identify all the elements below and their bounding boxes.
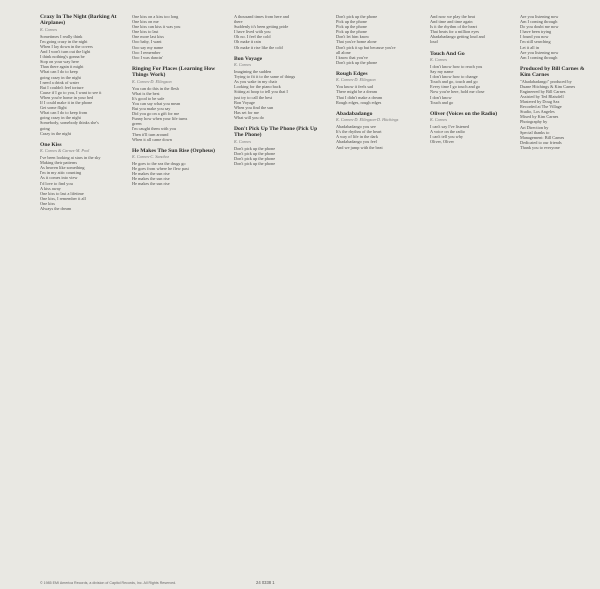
lyric-line: What can I do to keep from xyxy=(40,110,88,116)
lyric-line: When it all came down xyxy=(132,136,172,142)
lyric-line: One kiss on a kiss too long xyxy=(132,14,179,19)
lyric-line: One kiss on me xyxy=(132,19,159,25)
lyric-line: Get some flight xyxy=(40,105,67,111)
lyric-line: Touch and go xyxy=(430,99,454,105)
lyric-line: Ooo I remember xyxy=(132,49,161,55)
lyric-line: Don't pick up the phone xyxy=(234,150,276,156)
lyric-line: One kiss, I remember it all xyxy=(40,195,86,201)
lyric-line: You can do this in the flesh xyxy=(132,85,179,91)
lyric-line: It's the rhythm of the heart xyxy=(336,129,382,135)
column-2 xyxy=(132,14,224,193)
song-block xyxy=(132,148,224,187)
lyric-line: What is the best xyxy=(132,90,160,96)
song-title: Don't Pick Up The Phone (Pick Up The Phone) xyxy=(234,126,318,139)
lyric-line: Duane Hitchings & Kim Carnes xyxy=(520,83,576,89)
song-block xyxy=(234,126,326,166)
lyric-line: I'm in my attic counting xyxy=(40,170,82,176)
lyric-line: If I could make it in the phone xyxy=(40,100,93,106)
lyric-line: there xyxy=(234,19,243,25)
lyric-line: Looking for the piano back xyxy=(234,84,281,90)
lyric-line: I found you now xyxy=(520,34,549,40)
lyric-line: You know it feels sad xyxy=(336,84,374,90)
song-title: One Kiss xyxy=(40,141,62,148)
song-block xyxy=(520,66,592,150)
lyric-line: And now we play the beat xyxy=(430,14,475,19)
song-credit: K. Carnes-C. Sanchez xyxy=(132,154,169,160)
lyric-line: Every time I go touch and go xyxy=(430,84,481,90)
song-credit: K. Carnes xyxy=(430,56,447,62)
lyric-line: When you find the sun xyxy=(234,104,274,110)
copyright-footer: © 1985 EMI America Records, a division of Capitol Records, Inc. All Rights Reserved. xyxy=(40,581,177,585)
lyric-line: Bon Voyage xyxy=(234,99,255,105)
song-block xyxy=(234,56,326,120)
song-block xyxy=(430,51,522,105)
lyric-line: One kiss to last a lifetime xyxy=(40,190,84,196)
lyric-line: As heaven like something xyxy=(40,165,85,171)
song-block xyxy=(336,71,428,105)
lyric-line: Suddenly it's been getting pride xyxy=(234,24,289,30)
lyric-line: "Abadabadango" produced by xyxy=(520,78,572,84)
lyric-line: Abadabadango you feel xyxy=(336,139,377,145)
lyric-line: Pick up the phone xyxy=(336,24,367,30)
lyric-line: I'd love to find you xyxy=(40,180,73,186)
lyric-line: Say my name xyxy=(430,69,454,75)
lyric-line: Pick up the phone xyxy=(336,29,367,35)
lyric-line: Don't pick up the phone xyxy=(234,161,276,167)
song-block xyxy=(430,14,522,45)
song-title: Crazy In The Night (Barking At Airplanes) xyxy=(40,14,117,27)
lyric-line: I'm going crazy in the night xyxy=(40,38,88,44)
lyric-line: Crazy in the night xyxy=(40,130,71,136)
song-title: Bon Voyage xyxy=(234,55,263,62)
lyric-line: A thousand times from here and xyxy=(234,14,290,19)
song-credit: K. Carnes xyxy=(430,117,447,123)
lyric-line: I have been trying xyxy=(520,29,552,35)
lyric-line: Let it all in xyxy=(520,44,539,50)
lyric-line: One kiss xyxy=(40,200,55,206)
column-3 xyxy=(234,14,326,172)
lyric-line: Recorded at The Village xyxy=(520,104,562,110)
column-6 xyxy=(520,14,592,156)
song-block xyxy=(40,142,132,211)
lyric-line: Ooo say my name xyxy=(132,44,164,50)
lyric-line: One kiss can kiss it was you xyxy=(132,24,181,30)
lyric-line: Then it'll turn around xyxy=(132,131,169,137)
lyric-line: Do you doubt me now xyxy=(520,24,559,30)
lyric-line: I can't tell you why xyxy=(430,134,463,140)
lyric-line: Don't pick up the phone xyxy=(234,156,276,161)
song-block xyxy=(336,111,428,150)
lyric-line: Touch and go, touch and go xyxy=(430,79,478,85)
lyric-line: You can say what you mean xyxy=(132,100,181,106)
lyric-line: Ooo baby, I want xyxy=(132,39,162,45)
lyric-line: Sometimes I really think xyxy=(40,33,83,39)
lyric-line: Don't pick up the phone xyxy=(234,145,276,151)
song-title: Ringing For Places (Learning How Things Work) xyxy=(132,65,216,79)
lyric-line: Management: Bill Carnes xyxy=(520,134,565,140)
lyric-line: Are you listening now xyxy=(520,49,559,55)
lyric-line: And I won't turn out the light xyxy=(40,49,91,55)
lyric-line: As it comes into view xyxy=(40,175,78,181)
song-block xyxy=(132,66,224,142)
lyric-line: And time and time again xyxy=(430,19,473,25)
lyric-line: I can't say I've listened xyxy=(430,124,470,130)
lyric-line: Special thanks to xyxy=(520,129,550,135)
lyric-line: Ooo I was dancin' xyxy=(132,54,163,60)
lyric-line: I need a drink of water xyxy=(40,79,80,85)
column-4 xyxy=(336,14,428,156)
lyric-line: Pick up the phone xyxy=(336,19,367,25)
column-1 xyxy=(40,14,132,217)
lyric-line: A way of life in the dark xyxy=(336,134,379,140)
lyric-line: Don't pick up the phone xyxy=(336,14,378,19)
lyric-line: Somebody, somebody thinks she's xyxy=(40,120,99,126)
lyric-line: Trying to fit it to the same of things xyxy=(234,74,296,80)
column-5 xyxy=(430,14,522,151)
lyric-line: Making their patterns xyxy=(40,160,77,166)
song-block xyxy=(336,14,428,65)
lyric-line: Oliver, Oliver xyxy=(430,139,454,145)
lyric-line: Oh make it rise like the cold xyxy=(234,44,283,50)
lyric-line: Cause if I go to you, I want to see it xyxy=(40,89,102,95)
lyric-line: I know that you've xyxy=(336,54,368,60)
lyric-line: What will you do xyxy=(234,114,264,120)
lyric-line: just try to call the best xyxy=(234,94,273,100)
lyric-line: Don't let him know xyxy=(336,34,370,40)
lyric-line: Photography by xyxy=(520,119,548,125)
lyric-line: Engineered by Bill Carnes xyxy=(520,88,566,94)
lyric-line: Art Direction by xyxy=(520,124,549,130)
lyric-line: Sitting at hoop to tell you that I xyxy=(234,89,288,95)
song-credit: K. Carnes xyxy=(234,138,251,144)
lyric-line: Rough edges, rough edges xyxy=(336,99,382,105)
lyric-line: going xyxy=(40,125,50,131)
lyric-line: Now you're here, hold me close xyxy=(430,89,485,95)
song-block xyxy=(40,14,132,136)
song-title: Produced by Bill Carnes & Kim Carnes xyxy=(520,65,585,79)
lyric-line: When I lay down in the covers xyxy=(40,44,93,49)
lyric-line: Oh make it rain xyxy=(234,39,261,45)
lyric-line: Studio, Los Angeles xyxy=(520,109,555,115)
lyric-line: A kiss away xyxy=(40,185,61,191)
lyric-line: Did you go on a gift for me xyxy=(132,111,180,117)
song-credit: K. Carnes-D. Ellingson xyxy=(132,78,172,84)
lyric-line: That you're home alone xyxy=(336,39,377,45)
song-title: Abadabadango xyxy=(336,110,373,117)
lyric-line: When you're home in your bed xyxy=(40,94,94,100)
lyric-line: Abadabadango you see xyxy=(336,124,376,130)
lyric-line: Mastered by Doug Sax xyxy=(520,99,560,105)
lyric-line: Don't pick it up but because you're xyxy=(336,44,396,50)
song-credit: K. Carnes xyxy=(40,26,57,32)
lyric-line: He makes the sun rise xyxy=(132,171,170,177)
lyric-line: Thank you to everyone xyxy=(520,144,560,150)
lyric-line: One kiss to last xyxy=(132,29,159,35)
lyric-line: loud xyxy=(430,39,438,45)
lyric-line: But I couldn't feel torture xyxy=(40,84,84,90)
lyric-line: Dedicated to our friends xyxy=(520,139,562,145)
lyric-line: Am I coming through xyxy=(520,19,558,25)
lyric-line: I'm still searching xyxy=(520,39,551,45)
song-block xyxy=(430,111,522,145)
lyric-line: Always the dream xyxy=(40,206,72,212)
lyric-line: Abadabadango getting loud and xyxy=(430,34,485,40)
lyric-line: going crazy in the night xyxy=(40,74,81,80)
lyric-line: I'm caught them with you xyxy=(132,126,176,132)
lyric-line: And we jump with the beat xyxy=(336,144,383,150)
lyric-line: Is it the rhythm of the heart xyxy=(430,24,478,30)
lyric-line: all alone xyxy=(336,49,351,55)
lyric-line: He makes the sun rise xyxy=(132,181,170,187)
lyric-line: A voice on the radio xyxy=(430,129,465,135)
song-credit: K. Carnes & Carnes-M. Pool xyxy=(40,148,90,154)
lyric-line: Are you listening now xyxy=(520,14,559,19)
lyric-line: He makes the sun rise xyxy=(132,176,170,182)
song-block xyxy=(132,14,224,60)
song-credit: K. Carnes-D. Ellingson xyxy=(336,77,376,83)
lyric-line: It's good to be safe xyxy=(132,95,165,101)
lyric-line: Imagining the sudden xyxy=(234,69,272,75)
lyric-line: Stop on your way here xyxy=(40,59,79,65)
lyric-line: I don't know xyxy=(430,94,452,100)
song-block xyxy=(520,14,592,60)
lyric-line: going crazy in the night xyxy=(40,115,81,121)
catalog-number: 24 0338 1 xyxy=(256,580,275,585)
song-title: He Makes The Sun Rise (Orpheus) xyxy=(132,147,216,154)
lyric-line: He goes from where he flew past xyxy=(132,166,189,172)
lyric-line: Oh no. I feel the cold xyxy=(234,34,271,40)
lyric-line: What can I do to keep xyxy=(40,69,78,75)
lyric-line: Than there again it might xyxy=(40,64,84,70)
song-title: Touch And Go xyxy=(430,50,465,57)
song-title: Oliver (Voices on the Radio) xyxy=(430,110,498,117)
lyric-line: I have lived with you xyxy=(234,29,271,35)
lyric-line: As you wake in my chair xyxy=(234,79,278,85)
song-block xyxy=(234,14,326,50)
lyric-line: I don't know how to change xyxy=(430,74,478,80)
lyric-line: That beats for a million eyes xyxy=(430,29,480,35)
lyric-line: Has set for me xyxy=(234,109,259,115)
lyric-line: I don't know how to reach you xyxy=(430,63,483,69)
song-credit: K. Carnes-D. Ellingson-D. Hitchings xyxy=(336,117,399,123)
lyric-line: He goes to the sea the drugs go xyxy=(132,161,186,167)
lyric-line: I think nothing's gonna be xyxy=(40,54,85,60)
lyric-line: But you make you say xyxy=(132,106,171,112)
lyric-line: Don't pick up the phone xyxy=(336,59,378,65)
lyric-line: That I didn't make a dream xyxy=(336,94,383,100)
lyric-line: Funny how when your life turns xyxy=(132,116,188,122)
lyric-line: Assisted by Ted Blaisdell xyxy=(520,93,564,99)
lyric-line: I've been looking at stars in the sky xyxy=(40,155,101,161)
song-title: Rough Edges xyxy=(336,70,368,77)
lyric-line: There might be a dream xyxy=(336,89,378,95)
lyric-line: Mixed by Kim Carnes xyxy=(520,114,559,120)
lyric-line: green xyxy=(132,121,142,127)
lyric-line: Am I coming through xyxy=(520,54,558,60)
lyric-line: One more last kiss xyxy=(132,34,164,40)
song-credit: K. Carnes xyxy=(234,62,251,68)
